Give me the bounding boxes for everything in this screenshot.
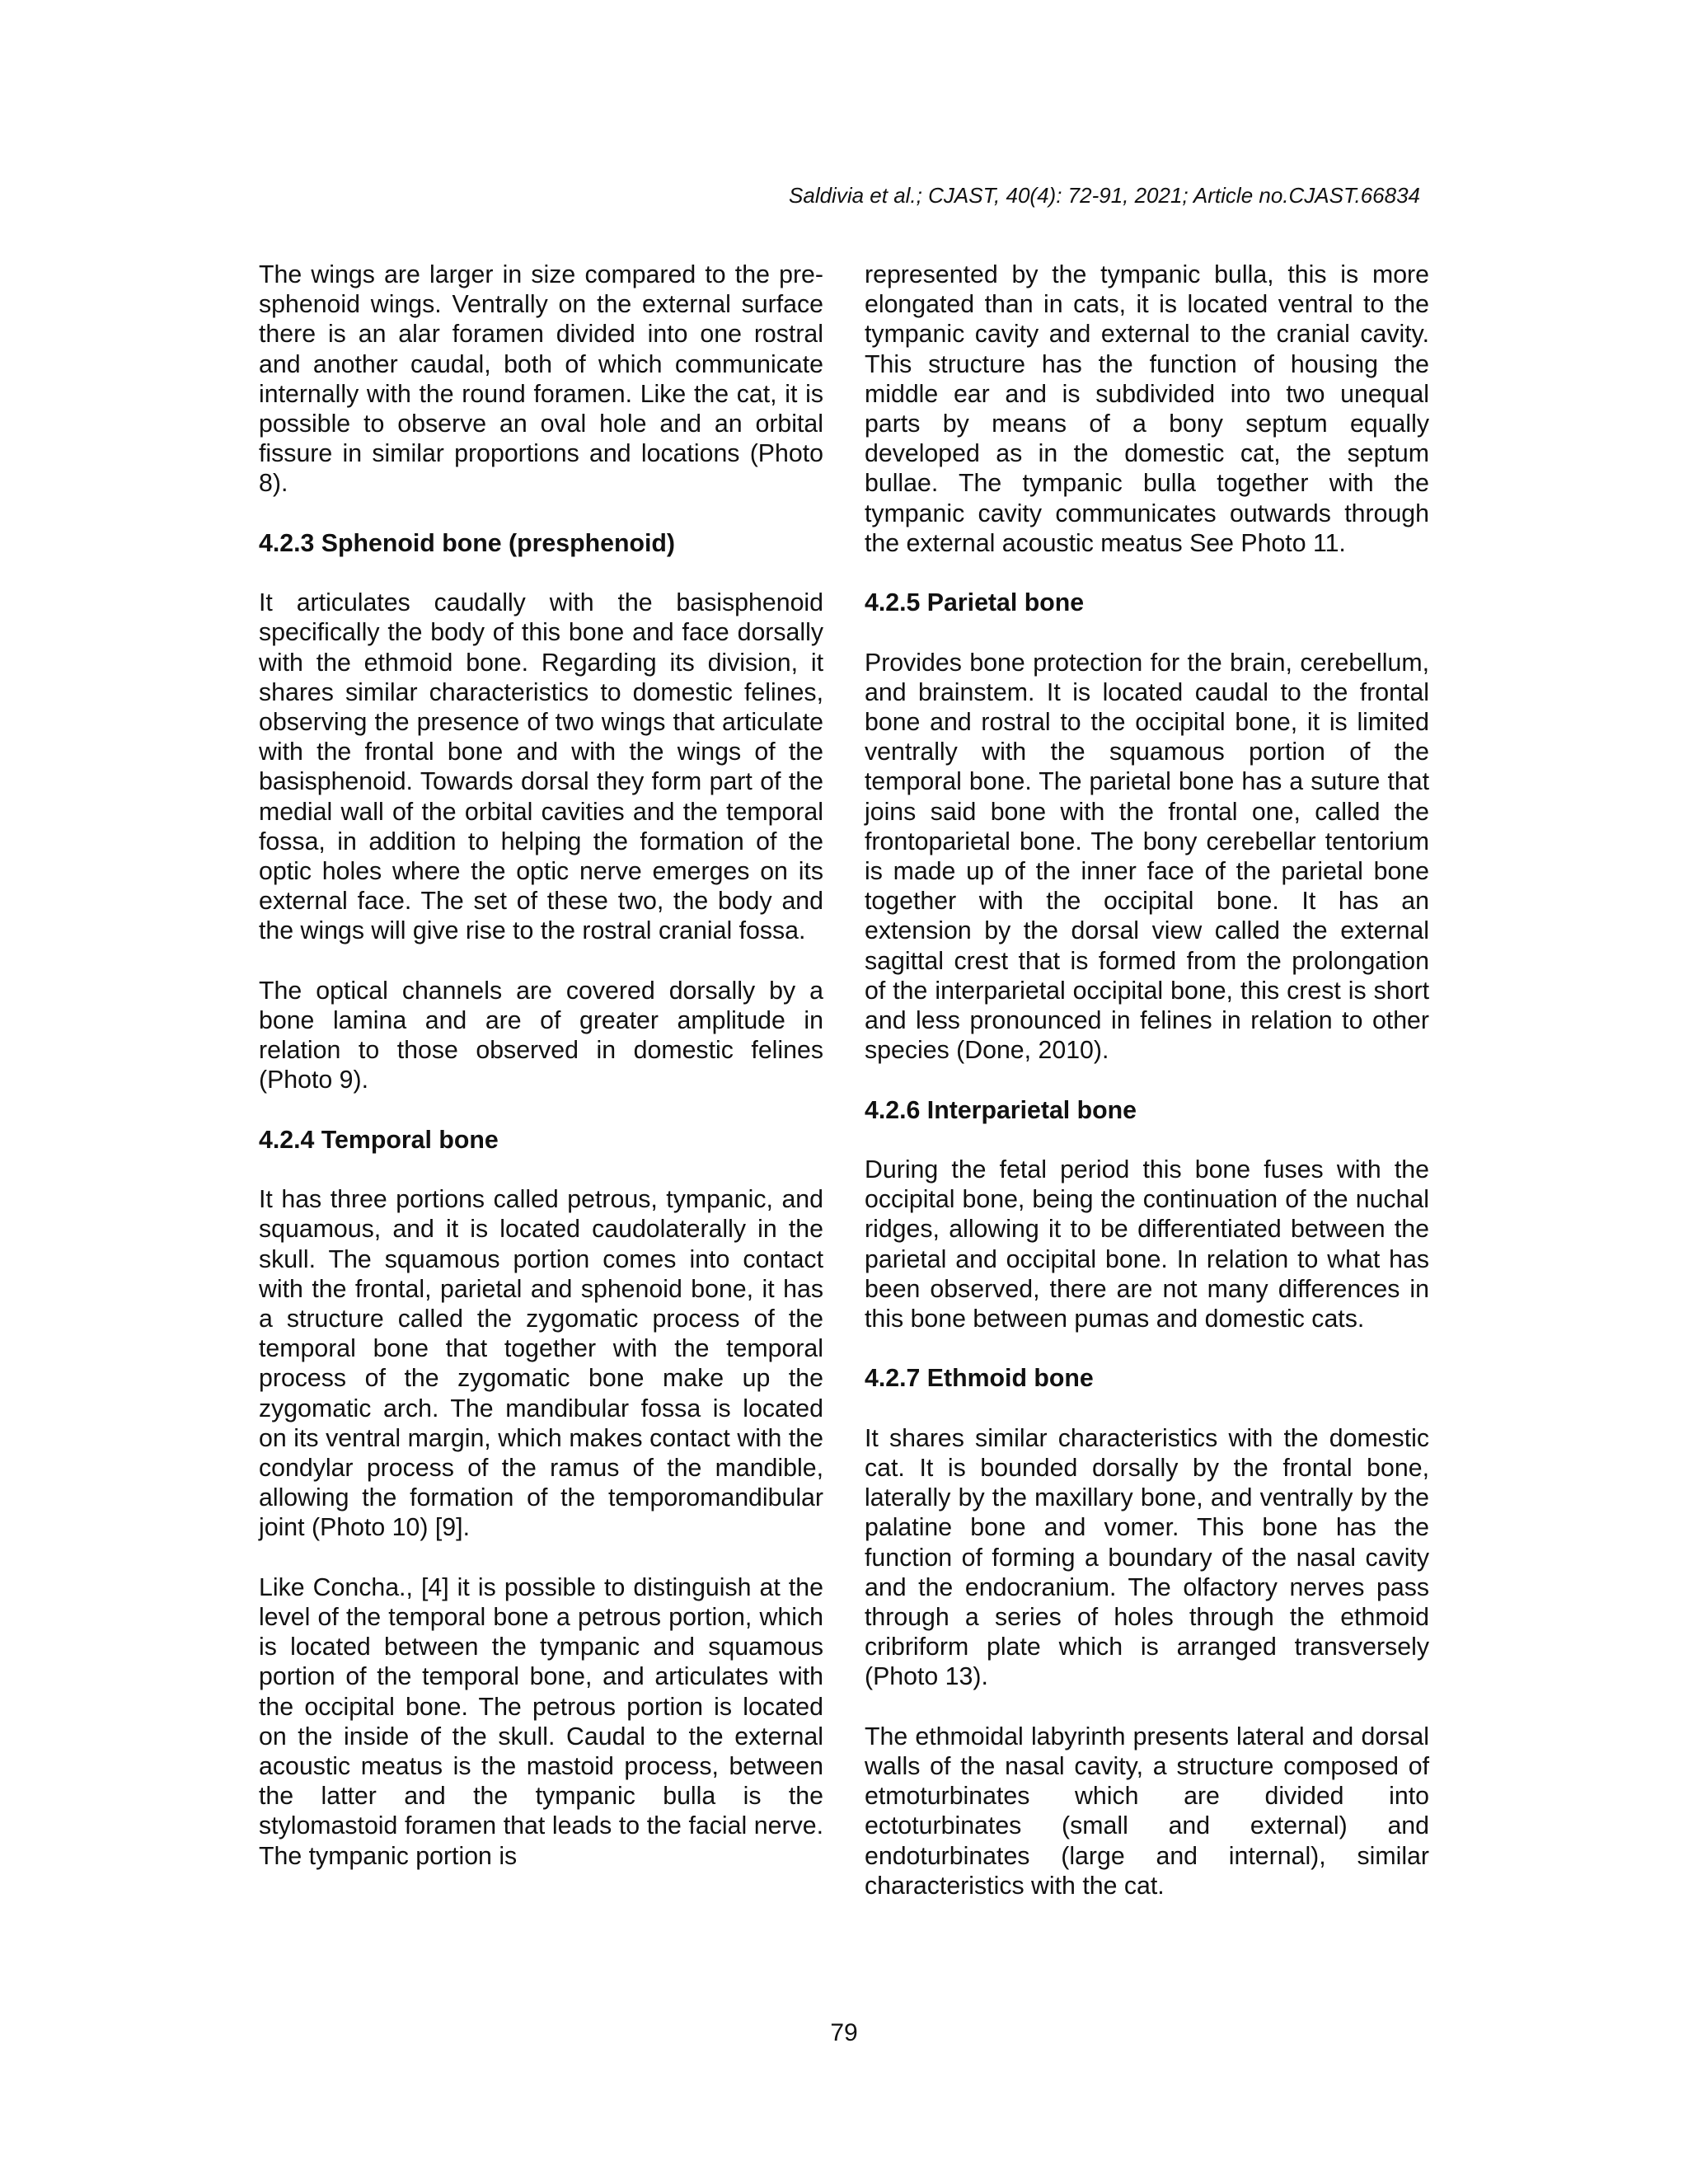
page-number: 79 [830,2019,858,2046]
right-column [865,260,1429,1901]
paragraph: The ethmoidal labyrinth presents lateral and dorsal walls of the nasal cavity, a structure composed of etmoturbinates which are divided into ectoturbinates (small and external) and endoturbinates (large and internal), similar characteristics with the cat. [865,1722,1429,1900]
paragraph: represented by the tympanic bulla, this is more elongated than in cats, it is located ventral to the tympanic cavity and external to the cranial cavity. This structure has the function of housing the middle ear and is subdivided into two unequal parts by means of a bony septum equally developed as in the domestic cat, the septum bullae. The tympanic bulla together with the tympanic cavity communicates outwards through the external acoustic meatus See Photo 11. [865,261,1429,557]
section-heading-4-2-3: 4.2.3 Sphenoid bone (presphenoid) [259,529,675,557]
left-column [259,260,823,1872]
paragraph: Like Concha., [4] it is possible to distinguish at the level of the temporal bone a petrous portion, which is located between the tympanic and squamous portion of the temporal bone, and articulates with the occipital bone. The petrous portion is located on the inside of the skull. Caudal to the external acoustic meatus is the mastoid process, between the latter and the tympanic bulla is the stylomastoid foramen that leads to the facial nerve. The tympanic portion is [259,1573,823,1870]
section-heading-4-2-4: 4.2.4 Temporal bone [259,1126,499,1154]
paragraph: It articulates caudally with the basisphenoid specifically the body of this bone and face dorsally with the ethmoid bone. Regarding its division, it shares similar characteristics to domestic felines, observing the presence of two wings that articulate with the frontal bone and with the wings of the basisphenoid. Towards dorsal they form part of the medial wall of the orbital cavities and the temporal fossa, in addition to helping the formation of the optic holes where the optic nerve emerges on its external face. The set of these two, the body and the wings will give rise to the rostral cranial fossa. [259,589,823,945]
paragraph: Provides bone protection for the brain, cerebellum, and brainstem. It is located caudal to the frontal bone and rostral to the occipital bone, it is limited ventrally with the squamous portion of the temporal bone. The parietal bone has a suture that joins said bone with the frontal one, called the frontoparietal bone. The bony cerebellar tentorium is made up of the inner face of the parietal bone together with the occipital bone. It has an extension by the dorsal view called the external sagittal crest that is formed from the prolongation of the interparietal occipital bone, this crest is short and less pronounced in felines in relation to other species (Done, 2010). [865,649,1429,1065]
section-heading-4-2-6: 4.2.6 Interparietal bone [865,1096,1137,1124]
running-header-citation: Saldivia et al.; CJAST, 40(4): 72-91, 2021; Article no.CJAST.66834 [789,183,1420,208]
paragraph: The optical channels are covered dorsally by a bone lamina and are of greater amplitude in relation to those observed in domestic felines (Photo 9). [259,977,823,1094]
paragraph: The wings are larger in size compared to the pre-sphenoid wings. Ventrally on the external surface there is an alar foramen divided into one rostral and another caudal, both of which communicate internally with the round foramen. Like the cat, it is possible to observe an oval hole and an orbital fissure in similar proportions and locations (Photo 8). [259,261,823,498]
paragraph: During the fetal period this bone fuses with the occipital bone, being the continuation of the nuchal ridges, allowing it to be differentiated between the parietal and occipital bone. In relation to what has been observed, there are not many differences in this bone between pumas and domestic cats. [865,1156,1429,1333]
section-heading-4-2-5: 4.2.5 Parietal bone [865,589,1085,617]
section-heading-4-2-7: 4.2.7 Ethmoid bone [865,1365,1094,1393]
paragraph: It has three portions called petrous, tympanic, and squamous, and it is located caudolaterally in the skull. The squamous portion comes into contact with the frontal, parietal and sphenoid bone, it has a structure called the zygomatic process of the temporal bone that together with the temporal process of the zygomatic bone make up the zygomatic arch. The mandibular fossa is located on its ventral margin, which makes contact with the condylar process of the ramus of the mandible, allowing the formation of the temporomandibular joint (Photo 10) [9]. [259,1186,823,1542]
paragraph: It shares similar characteristics with the domestic cat. It is bounded dorsally by the frontal bone, laterally by the maxillary bone, and ventrally by the palatine bone and vomer. This bone has the function of forming a boundary of the nasal cavity and the endocranium. The olfactory nerves pass through a series of holes through the ethmoid cribriform plate which is arranged transversely (Photo 13). [865,1424,1429,1691]
